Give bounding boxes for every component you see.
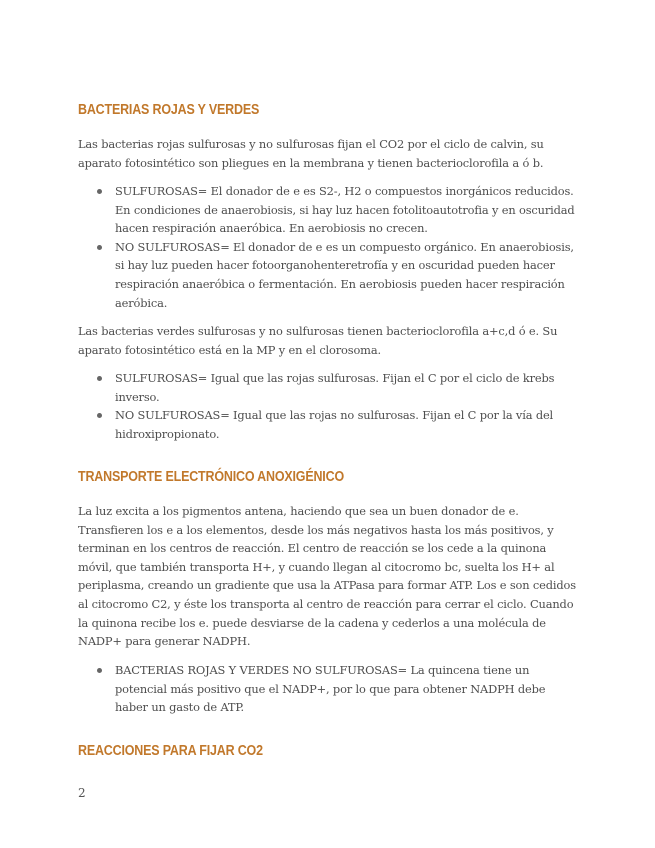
paragraph-bacterias-rojas: Las bacterias rojas sulfurosas y no sulfurosas fijan el CO2 por el ciclo de calvin, su aparato fotosintético son pliegues en la membrana y tienen bacterioclorofila a ó b. [78, 137, 544, 170]
paragraph-bacterias-verdes: Las bacterias verdes sulfurosas y no sulfurosas tienen bacterioclorofila a+c,d ó e. Su aparato fotosintético está en la MP y en el clorosoma. [78, 324, 558, 357]
bullet-icon [97, 413, 102, 418]
paragraph-transporte-electronico: La luz excita a los pigmentos antena, haciendo que sea un buen donador de e. Transfieren los e a los elementos, desde los más negativos hasta los más positivos, y terminan en los centros de reacción. El centro de reacción se los cede a la quinona móvil, que también transporta H+, y cuando llegan al citocromo bc, suelta los H+ al periplasma, creando un gradiente que usa la ATPasa para formar ATP. Los e son cedidos al citocromo C2, y éste los transporta al centro de reacción para cerrar el ciclo. Cuando la quinona recibe los e. puede desviarse de la cadena y cederlos a una molécula de NADP+ para generar NADPH. [78, 504, 576, 649]
bullet-icon [97, 376, 102, 381]
list-item-text: BACTERIAS ROJAS Y VERDES NO SULFUROSAS= La quincena tiene un potencial más positivo que el NADP+, por lo que para obtener NADPH debe haber un gasto de ATP. [115, 663, 546, 715]
list-item [78, 661, 578, 717]
section-heading-bacterias-rojas-verdes: BACTERIAS ROJAS Y VERDES [78, 102, 260, 118]
list-item-text: NO SULFUROSAS= El donador de e es un compuesto orgánico. En anaerobiosis, si hay luz pueden hacer fotoorganohenteretrofía y en oscuridad pueden hacer respiración anaeróbica o fermentación. En aerobiosis pueden hacer respiración aeróbica. [115, 239, 574, 310]
section-heading-transporte-electronico: TRANSPORTE ELECTRÓNICO ANOXIGÉNICO [78, 469, 344, 485]
bullet-list-transporte [78, 661, 578, 717]
list-item-text: SULFUROSAS= Igual que las rojas sulfurosas. Fijan el C por el ciclo de krebs inverso. [115, 371, 555, 404]
page-number: 2 [78, 786, 86, 800]
bullet-icon [97, 189, 102, 194]
bullet-icon [97, 245, 102, 250]
list-item-text: NO SULFUROSAS= Igual que las rojas no sulfurosas. Fijan el C por la vía del hidroxipropionato. [115, 408, 554, 441]
list-item [78, 182, 578, 238]
list-item-text: SULFUROSAS= El donador de e es S2-, H2 o compuestos inorgánicos reducidos. En condiciones de anaerobiosis, si hay luz hacen fotolitoautotrofia y en oscuridad hacen respiración anaeróbica. En aerobiosis no crecen. [115, 184, 575, 236]
list-item [78, 406, 578, 443]
section-heading-reacciones-fijar-co2: REACCIONES PARA FIJAR CO2 [78, 743, 263, 759]
list-item [78, 369, 578, 406]
list-item [78, 238, 578, 312]
bullet-icon [97, 668, 102, 673]
bullet-list-rojas [78, 182, 578, 312]
bullet-list-verdes [78, 369, 578, 443]
